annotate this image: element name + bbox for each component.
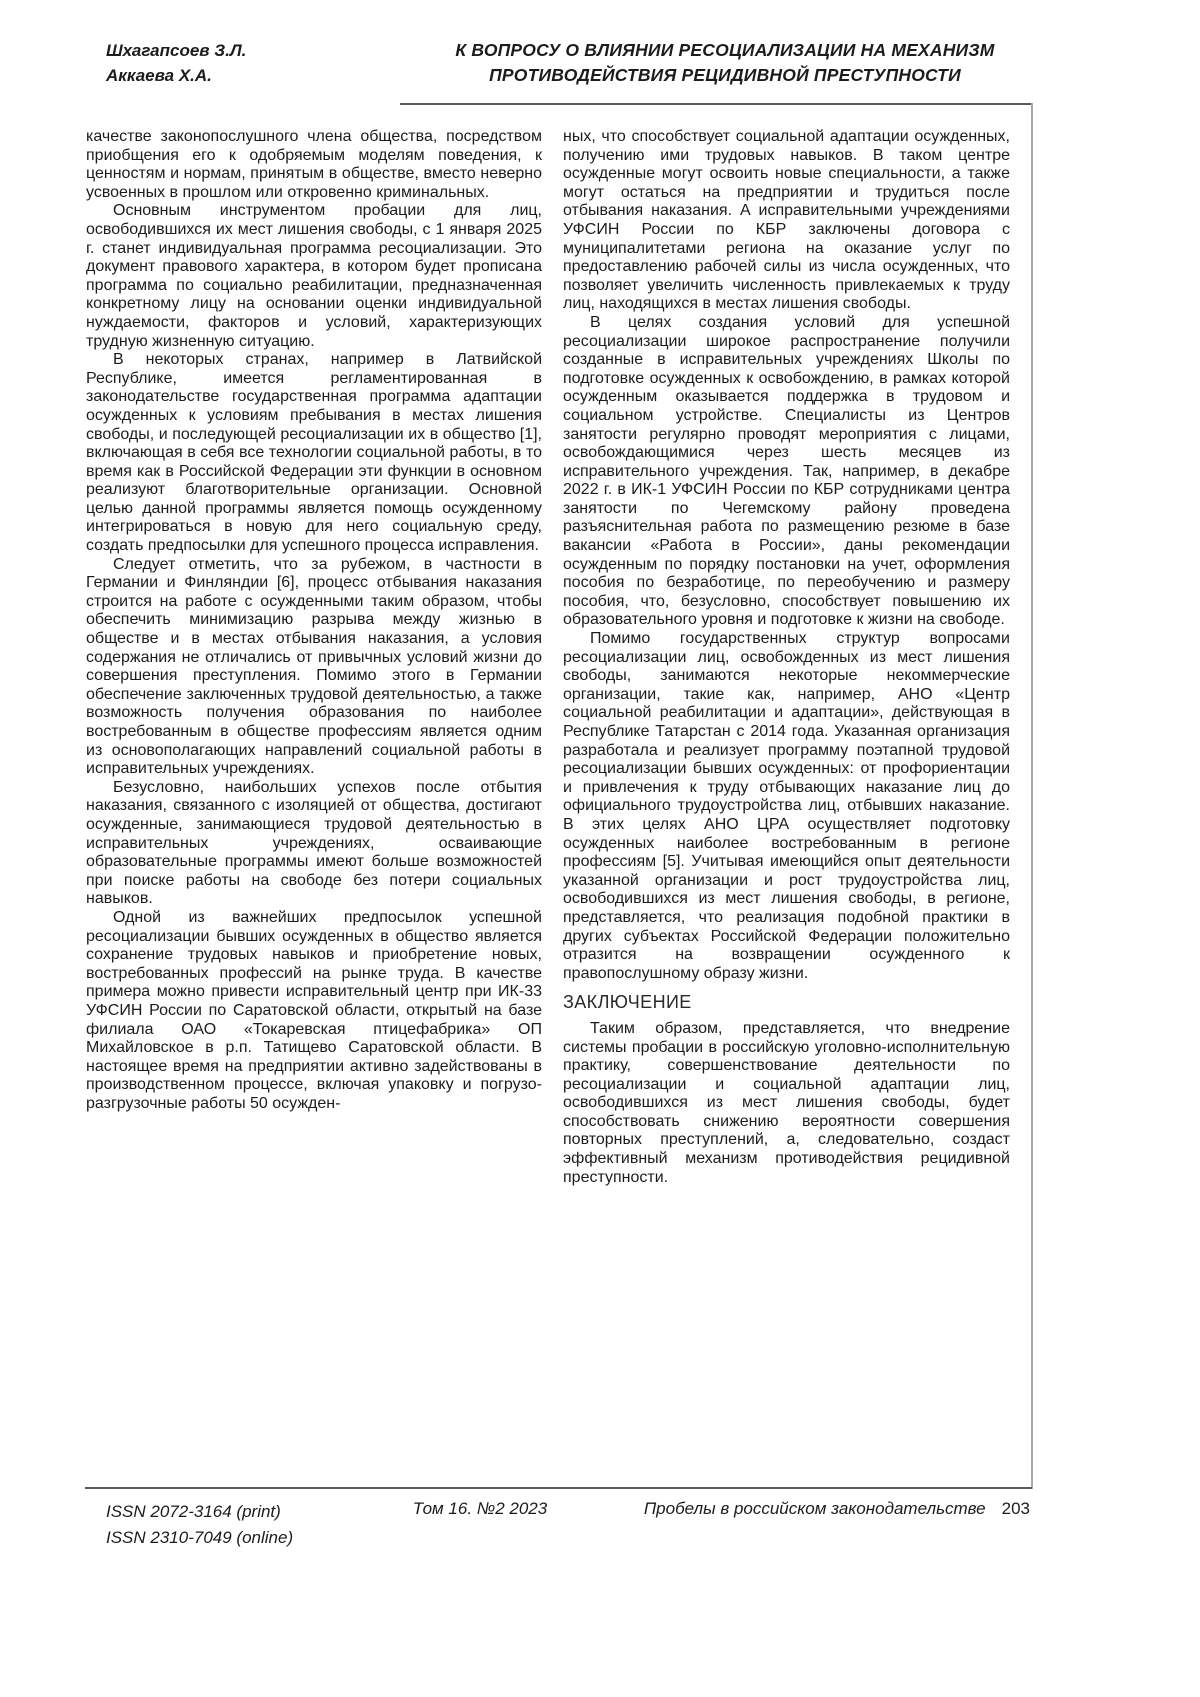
article-title-line-2: ПРОТИВОДЕЙСТВИЯ РЕЦИДИВНОЙ ПРЕСТУПНОСТИ <box>489 65 961 85</box>
article-title-line-1: К ВОПРОСУ О ВЛИЯНИИ РЕСОЦИАЛИЗАЦИИ НА МЕХАНИЗМ <box>455 40 995 60</box>
footer-journal <box>644 1499 1030 1519</box>
issn-online: ISSN 2310-7049 (online) <box>106 1528 294 1547</box>
body-paragraph: Одной из важнейших предпосылок успешной ресоциализации бывших осужденных в общество является сохранение трудовых навыков и приобретение новых, востребованных профессий на рынке труда. В качестве примера можно привести исправительный центр при ИК-33 УФСИН России по Саратовской области, открытый на базе филиала ОАО «Токаревская птицефабрика» ОП Михайловское в р.п. Татищево Саратовской области. В настоящее время на предприятии активно задействованы в производственном процессе, включая упаковку и погрузо-разгрузочные работы 50 осужден- <box>86 908 542 1112</box>
body-paragraph: Помимо государственных структур вопросами ресоциализации лиц, освобожденных из мест лишения свободы, занимаются некоторые некоммерческие организации, такие как, например, АНО «Центр социальной реабилитации и адаптации», действующая в Республике Татарстан с 2014 года. Указанная организация разработала и реализует программу поэтапной трудовой ресоциализации бывших осужденных: от профориентации и привлечения к труду отбывающих наказание лиц до официального трудоустройства лиц, отбывших наказание. В этих целях АНО ЦРА осуществляет подготовку осужденных наиболее востребованным в регионе профессиям [5]. Учитывая имеющийся опыт деятельности указанной организации и рост трудоустройства лиц, освободившихся из мест лишения свободы, в регионе, представляется, что реализация подобной практики в других субъектах Российской Федерации положительно отразится на возвращении осужденного к правопослушному образу жизни. <box>563 630 1010 982</box>
header-authors <box>106 38 246 88</box>
body-paragraph: качестве законопослушного члена общества, посредством приобщения его к одобряемым моделям поведения, к ценностям и нормам, принятым в обществе, вместо неверно усвоенных в прошлом или откровенно криминальных. <box>86 128 542 201</box>
page-number: 203 <box>1001 1499 1030 1518</box>
article-title <box>425 38 1025 88</box>
body-paragraph: Безусловно, наибольших успехов после отбытия наказания, связанного с изоляцией от общества, достигают осужденные, занимающиеся трудовой деятельностью в исправительных учреждениях, осваивающие образовательные программы имеют больше возможностей при поиске работы на свободе без потери социальных навыков. <box>86 778 542 908</box>
section-heading: ЗАКЛЮЧЕНИЕ <box>563 992 692 1013</box>
body-paragraph: В целях создания условий для успешной ресоциализации широкое распространение получили созданные в исправительных учреждениях Школы по подготовке осужденных к освобождению, в рамках которой осужденным оказывается поддержка в трудовом и социальном устройстве. Специалисты из Центров занятости регулярно проводят мероприятия с лицами, освобождающимися через шесть месяцев из исправительного учреждения. Так, например, в декабре 2022 г. в ИК-1 УФСИН России по КБР сотрудниками центра занятости по Чегемскому району проведена разъяснительная работа по размещению резюме в базе вакансии «Работа в России», даны рекомендации осужденным по порядку постановки на учет, оформления пособия по безработице, по переобучению и размеру пособия, что, безусловно, способствует повышению их образовательного уровня и подготовке к жизни на свободе. <box>563 313 1010 629</box>
author-line-2: Аккаева Х.А. <box>106 66 212 85</box>
footer-issn <box>106 1499 293 1551</box>
right-margin-rule <box>1031 103 1033 1489</box>
left-column <box>86 128 542 1113</box>
issn-print: ISSN 2072-3164 (print) <box>106 1502 281 1521</box>
right-column <box>563 128 1010 1187</box>
body-paragraph: В некоторых странах, например в Латвийской Республике, имеется регламентированная в законодательстве государственная программа адаптации осужденных к условиям пребывания в местах лишения свободы, и последующей ресоциализации их в общество [1], включающая в себя все технологии социальной работы, в то время как в Российской Федерации эти функции в основном реализуют благотворительные организации. Основной целью данной программы является помощь осужденному интегрироваться в новую для него социальную среду, создать предпосылки для успешного процесса исправления. <box>86 351 542 555</box>
footer-volume: Том 16. №2 2023 <box>412 1499 548 1518</box>
body-paragraph: Основным инструментом пробации для лиц, освободившихся их мест лишения свободы, с 1 января 2025 г. станет индивидуальная программа ресоциализации. Это документ правового характера, в котором будет прописана программа по социально реабилитации, предназначенная конкретному лицу на основании оценки индивидуальной нуждаемости, факторов и условий, характеризующих трудную жизненную ситуацию. <box>86 202 542 350</box>
body-paragraph: Таким образом, представляется, что внедрение системы пробации в российскую уголовно-исполнительную практику, совершенствование деятельности по ресоциализации и социальной адаптации лиц, освободившихся из мест лишения свободы, будет способствовать снижению вероятности совершения повторных преступлений, а, следовательно, создаст эффективный механизм противодействия рецидивной преступности. <box>563 1019 1010 1186</box>
header-divider <box>400 103 1032 105</box>
journal-name: Пробелы в российском законодательстве <box>643 1499 986 1518</box>
author-line-1: Шхагапсоев З.Л. <box>106 41 247 60</box>
footer-divider <box>85 1487 1032 1489</box>
body-paragraph: ных, что способствует социальной адаптации осужденных, получению ими трудовых навыков. В таком центре осужденные могут освоить новые специальности, а также могут остаться на предприятии и трудиться после отбывания наказания. А исправительными учреждениями УФСИН России по КБР заключены договора с муниципалитетами региона на оказание услуг по предоставлению рабочей силы из числа осужденных, что позволяет увеличить численность привлекаемых к труду лиц, находящихся в местах лишения свободы. <box>563 128 1010 313</box>
body-paragraph: Следует отметить, что за рубежом, в частности в Германии и Финляндии [6], процесс отбывания наказания строится на работе с осужденными таким образом, чтобы обеспечить минимизацию разрыва между жизнью в обществе и в местах отбывания наказания, а условия содержания не отличались от привычных условий жизни до совершения преступления. Помимо этого в Германии обеспечение заключенных трудовой деятельностью, а также возможность получения образования по наиболее востребованным в обществе профессиям является одним из основополагающих направлений социальной работы в исправительных учреждениях. <box>86 555 542 778</box>
